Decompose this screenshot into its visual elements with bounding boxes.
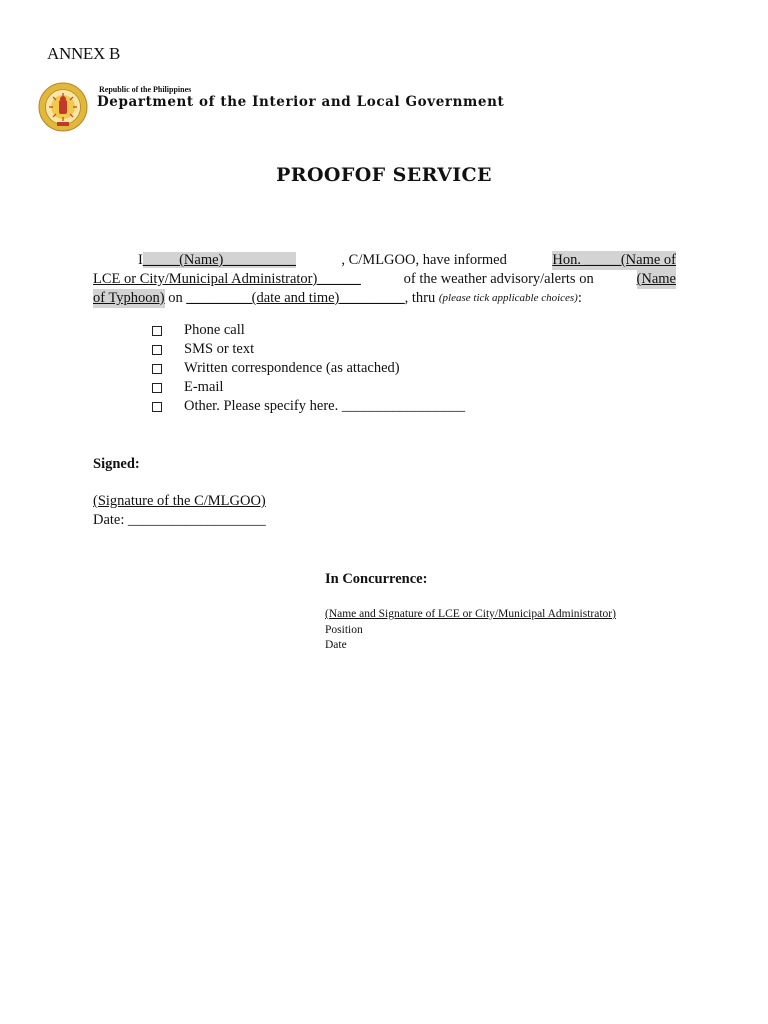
- signed-date-field[interactable]: Date: ___________________: [93, 512, 266, 528]
- date-time-field[interactable]: _________(date and time)_________: [186, 290, 405, 306]
- checkbox[interactable]: [152, 326, 162, 336]
- republic-text: Republic of the Philippines: [99, 85, 192, 94]
- paragraph-line-3: [93, 289, 676, 308]
- option-label: Written correspondence (as attached): [184, 360, 400, 376]
- hon-name-field[interactable]: Hon. _____(Name of: [552, 252, 676, 268]
- lce-signature-line[interactable]: (Name and Signature of LCE or City/Municipal Administrator): [325, 608, 616, 620]
- paragraph-text: [93, 251, 296, 270]
- option-other[interactable]: [152, 397, 465, 416]
- option-label: E-mail: [184, 379, 224, 395]
- typhoon-name-field[interactable]: (Name: [636, 271, 676, 287]
- signature-line[interactable]: (Signature of the C/MLGOO): [93, 493, 266, 509]
- department-name: Department of the Interior and Local Government: [97, 94, 505, 110]
- option-email[interactable]: [152, 378, 465, 397]
- signed-label: Signed:: [93, 456, 140, 472]
- paragraph-text: , C/MLGOO, have informed: [341, 252, 507, 268]
- option-label: SMS or text: [184, 341, 255, 357]
- paragraph-text: of the weather advisory/alerts on: [403, 271, 594, 287]
- statement-paragraph: [93, 251, 676, 308]
- paragraph-text: , thru: [404, 290, 436, 306]
- paragraph-line-1: [93, 251, 676, 270]
- option-written[interactable]: [152, 359, 465, 378]
- checkbox[interactable]: [152, 402, 162, 412]
- position-label: Position: [325, 624, 363, 636]
- checkbox[interactable]: [152, 383, 162, 393]
- paragraph-line-2: [93, 270, 676, 289]
- paragraph-text: on: [168, 290, 183, 306]
- dilg-seal-icon: [38, 82, 88, 132]
- service-options: [152, 321, 465, 416]
- annex-label: ANNEX B: [47, 44, 120, 63]
- paragraph-text: :: [577, 290, 582, 306]
- pronoun-text: I: [138, 252, 143, 268]
- page-title: PROOFOF SERVICE: [276, 164, 492, 186]
- typhoon-name-field-cont[interactable]: of Typhoon): [93, 290, 165, 306]
- checkbox[interactable]: [152, 364, 162, 374]
- concurrence-label: In Concurrence:: [325, 571, 428, 587]
- option-label: Other. Please specify here. _________________: [184, 398, 466, 414]
- tick-note: (please tick applicable choices): [438, 292, 578, 304]
- option-sms[interactable]: [152, 340, 465, 359]
- option-label: Phone call: [184, 322, 245, 338]
- checkbox[interactable]: [152, 345, 162, 355]
- concurrence-date-label: Date: [325, 639, 347, 651]
- lce-field[interactable]: LCE or City/Municipal Administrator)______: [93, 271, 361, 287]
- officer-name-field[interactable]: _____(Name)__________: [142, 252, 296, 268]
- option-phone-call[interactable]: [152, 321, 465, 340]
